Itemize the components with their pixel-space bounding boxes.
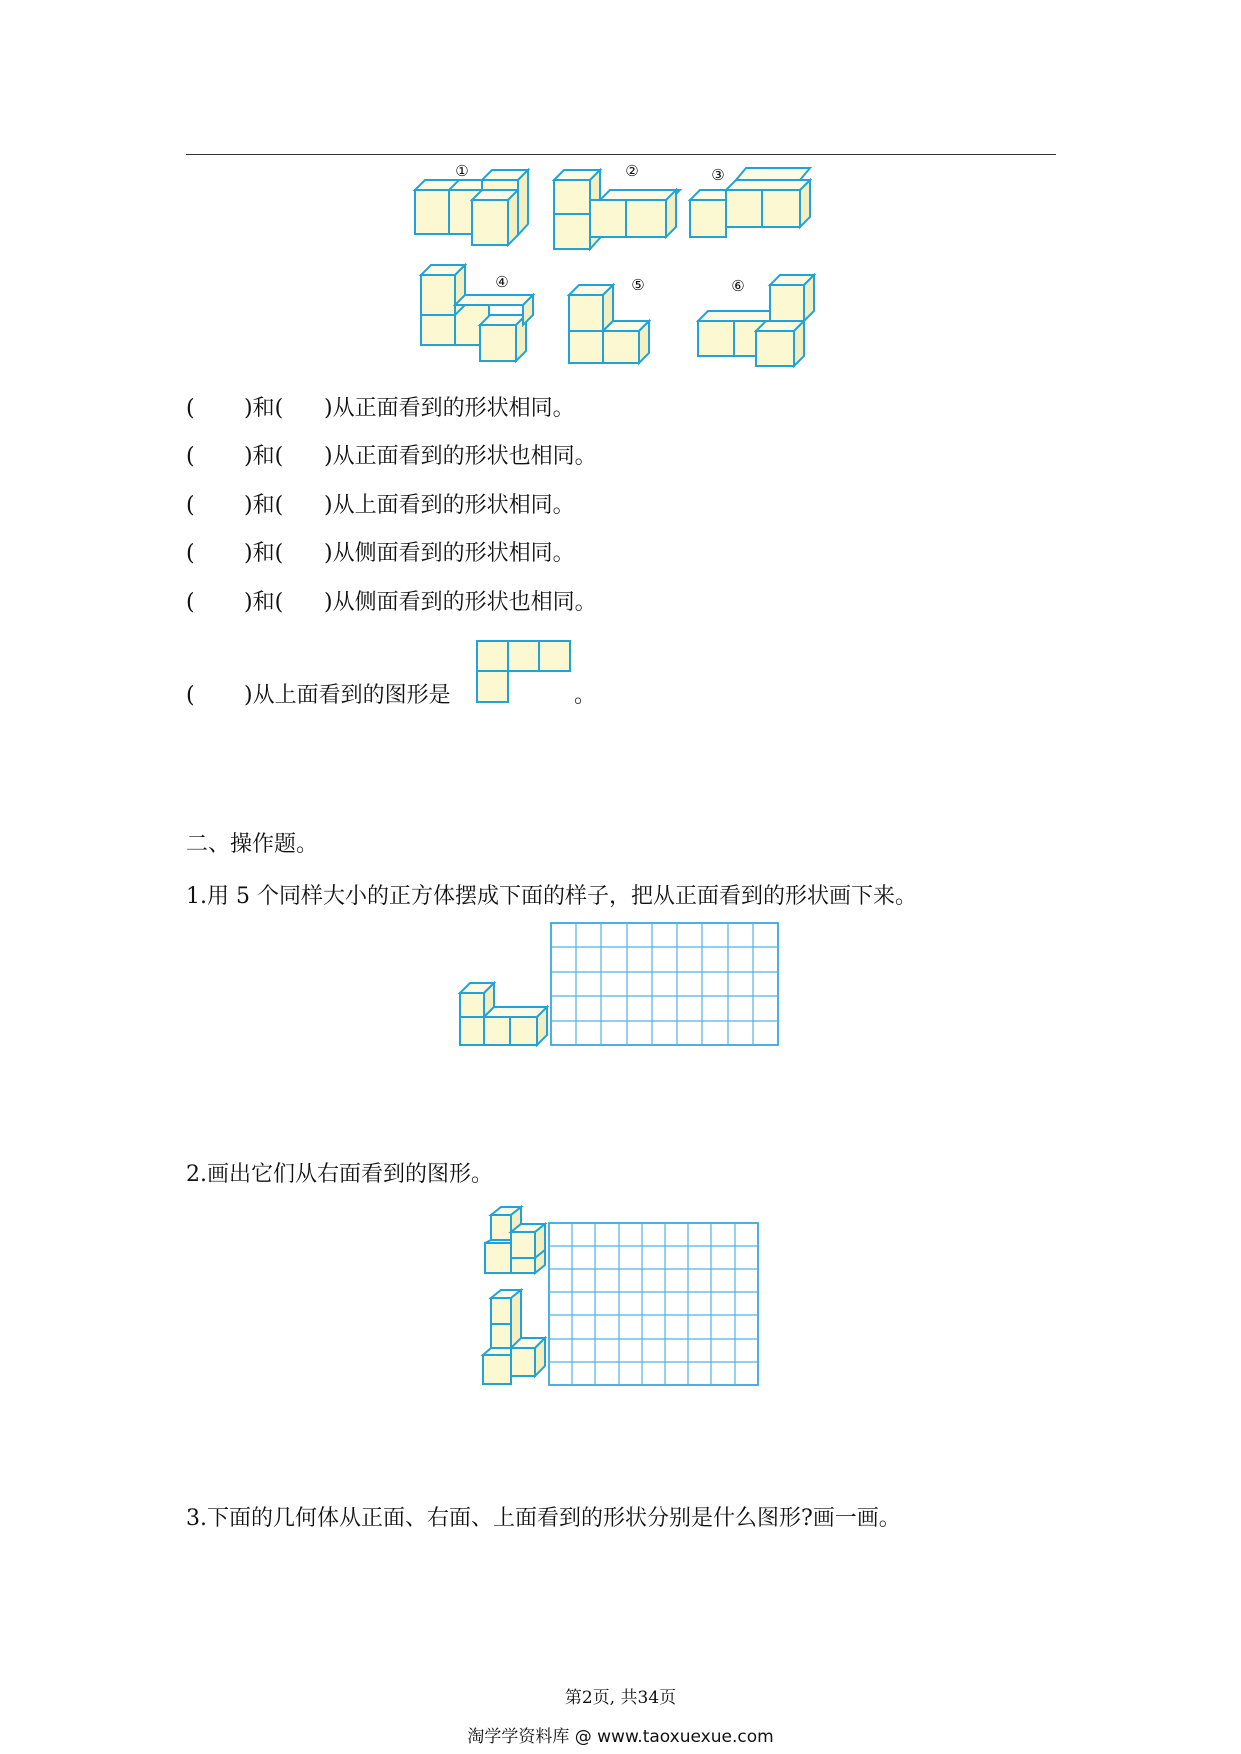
figure-label-2: ② <box>625 162 639 180</box>
fill-question: ( )和( )从正面看到的形状也相同。 <box>186 444 597 469</box>
question-1: 1.用 5 个同样大小的正方体摆成下面的样子，把从正面看到的形状画下来。 <box>186 884 917 909</box>
figure-label-1: ① <box>455 162 469 180</box>
figure-label-6: ⑥ <box>731 277 745 295</box>
figure-label-4: ④ <box>495 273 509 291</box>
figure-label-5: ⑤ <box>631 276 645 294</box>
fill-question: ( )和( )从侧面看到的形状也相同。 <box>186 590 597 615</box>
q2-cubes-top <box>485 1207 545 1273</box>
section-heading: 二、操作题。 <box>186 832 319 857</box>
top-view-question: ( )从上面看到的图形是 <box>186 683 451 708</box>
question-3: 3.下面的几何体从正面、右面、上面看到的形状分别是什么图形?画一画。 <box>186 1506 901 1531</box>
q2-cubes-bottom <box>483 1290 545 1384</box>
fill-question: ( )和( )从上面看到的形状相同。 <box>186 493 575 518</box>
page-number: 第2页, 共34页 <box>564 1688 677 1708</box>
fill-question: ( )和( )从侧面看到的形状相同。 <box>186 541 575 566</box>
fill-question: ( )和( )从正面看到的形状相同。 <box>186 396 575 421</box>
figure-label-3: ③ <box>711 166 725 184</box>
site-watermark: 淘学学资料库 @ www.taoxuexue.com <box>467 1727 774 1747</box>
q2-drawing-grid <box>549 1223 758 1385</box>
top-view-question-end: 。 <box>574 683 597 708</box>
question-2: 2.画出它们从右面看到的图形。 <box>186 1162 493 1187</box>
